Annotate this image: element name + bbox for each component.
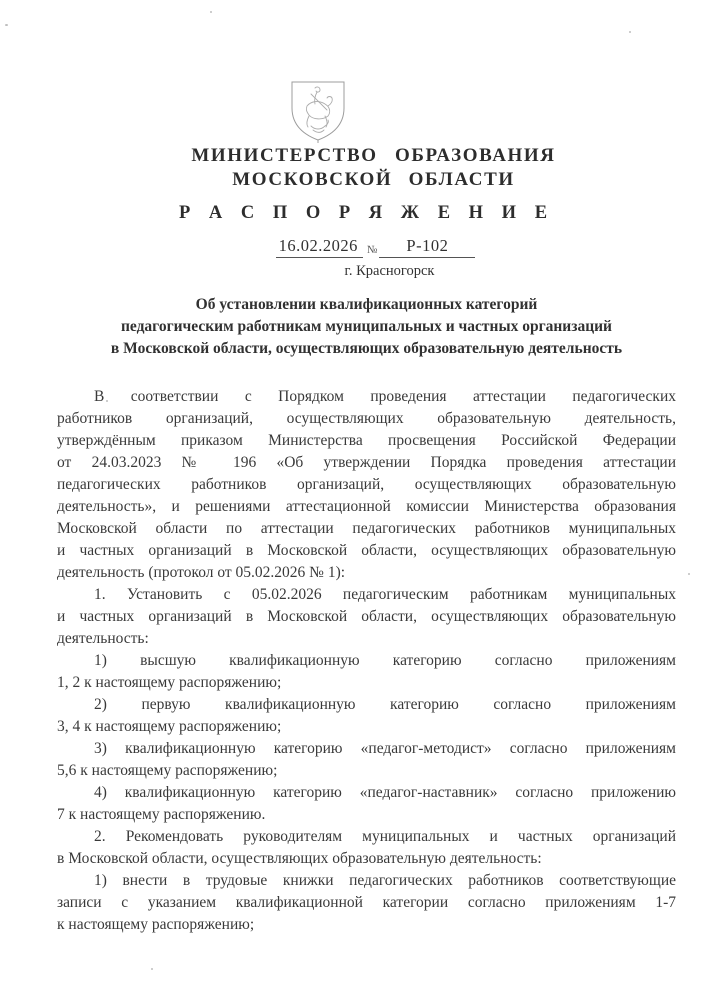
emblem-container (0, 80, 619, 149)
body-line: к настоящему распоряжению; (57, 916, 255, 933)
body-line: 5,6 к настоящему распоряжению; (57, 762, 278, 779)
body-line: 7 к настоящему распоряжению. (57, 806, 266, 823)
body-line: 1, 2 к настоящему распоряжению; (57, 674, 282, 691)
scan-speck (151, 968, 153, 970)
coat-of-arms-icon (287, 80, 349, 144)
body-line: 2. Рекомендовать руководителям муниципальных и частных организаций (94, 828, 676, 845)
document-date: 16.02.2026 (276, 236, 363, 258)
subject-line: Об установлении квалификационных категорий (195, 296, 538, 313)
scan-speck (688, 573, 690, 575)
body-line: и частных организаций в Московской области, осуществляющих образовательную (57, 542, 676, 559)
scan-speck (5, 24, 8, 26)
body-line: 4) квалификационную категорию «педагог-наставник» согласно приложению (94, 784, 676, 801)
date-number-row (66, 236, 685, 258)
body-line: 3) квалификационную категорию «педагог-методист» согласно приложениям (94, 740, 676, 757)
number-sign: № (366, 244, 378, 256)
body-line: деятельность (протокол от 05.02.2026 № 1): (57, 564, 346, 581)
body-line: 1) высшую квалификационную категорию согласно приложениям (94, 652, 676, 669)
body-line: В соответствии с Порядком проведения аттестации педагогических (94, 388, 676, 405)
body-line: записи с указанием квалификационной категории согласно приложениям 1-7 (57, 894, 676, 911)
body-line: от 24.03.2023 № 196 «Об утверждении Порядка проведения аттестации (57, 454, 676, 471)
scan-speck (629, 31, 631, 33)
ministry-name-line2: МОСКОВСКОЙ ОБЛАСТИ (232, 169, 515, 190)
body-line: и частных организаций в Московской области, осуществляющих образовательную (57, 608, 676, 625)
document-body (57, 386, 676, 936)
ministry-name-line1: МИНИСТЕРСТВО ОБРАЗОВАНИЯ (191, 145, 556, 166)
body-line: деятельность: (57, 630, 149, 647)
body-line: педагогических работников организаций, осуществляющих образовательную (57, 476, 676, 493)
city-line: г. Красногорск (344, 263, 435, 279)
document-type-title: Р А С П О Р Я Ж Е Н И Е (178, 203, 555, 223)
subject-line: в Московской области, осуществляющих образовательную деятельность (110, 340, 623, 357)
document-subject (57, 294, 676, 360)
body-line: 1. Установить с 05.02.2026 педагогическим работникам муниципальных (94, 586, 676, 603)
document-number: Р-102 (379, 236, 475, 258)
body-line: в Московской области, осуществляющих образовательную деятельность: (57, 850, 542, 867)
body-line: 3, 4 к настоящему распоряжению; (57, 718, 282, 735)
body-line: деятельность», и решениями аттестационной комиссии Министерства образования (57, 498, 676, 515)
subject-line: педагогическим работникам муниципальных и частных организаций (120, 318, 612, 335)
body-line: 1) внести в трудовые книжки педагогических работников соответствующие (94, 872, 676, 889)
body-line: утверждённым приказом Министерства просвещения Российской Федерации (57, 432, 676, 449)
body-line: 2) первую квалификационную категорию согласно приложениям (94, 696, 676, 713)
body-line: Московской области по аттестации педагогических работников муниципальных (57, 520, 676, 537)
scan-speck (210, 11, 212, 13)
body-line: работников организаций, осуществляющих образовательную деятельность, (57, 410, 676, 427)
